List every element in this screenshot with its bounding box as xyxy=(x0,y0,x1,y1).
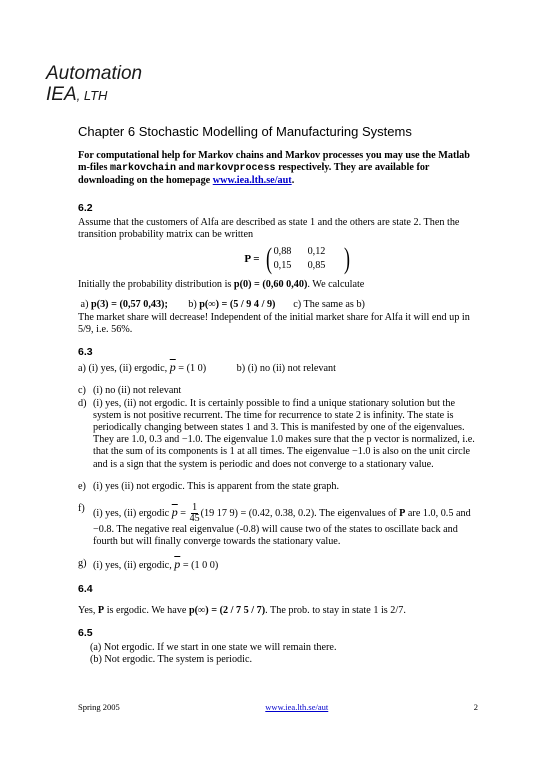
answer-b-equation: p(∞) = (5 / 9 4 / 9) xyxy=(199,299,276,311)
item-text: (i) yes (ii) not ergodic. This is apparent from the state graph. xyxy=(93,480,340,492)
intro-code-2: markovprocess xyxy=(197,163,276,175)
exercise-6-2-heading: 6.2 xyxy=(78,201,93,214)
exercise-6-4-heading: 6.4 xyxy=(78,582,93,595)
footer-link[interactable]: www.iea.lth.se/aut xyxy=(265,702,329,712)
answer-6-3-c xyxy=(78,385,478,397)
p-bar-symbol: $\overline{p}$ xyxy=(174,557,181,572)
footer-date: Spring 2005 xyxy=(78,702,120,712)
right-paren: ) xyxy=(343,242,350,276)
answer-a-equation: p(3) = (0,57 0,43); xyxy=(91,299,168,311)
item-text: (i) no (ii) not relevant xyxy=(93,385,182,397)
answer-6-3-g xyxy=(78,558,478,572)
document-content xyxy=(78,124,478,667)
answer-6-5-a: (a) Not ergodic. If we start in one state we will remain there. xyxy=(90,642,337,654)
intro-code-1: markovchain xyxy=(109,163,176,175)
fraction xyxy=(190,503,200,524)
exercise-6-3-heading: 6.3 xyxy=(78,346,93,359)
item-text xyxy=(93,558,478,572)
department-name xyxy=(46,85,142,106)
department-main: IEA xyxy=(46,84,77,105)
left-paren: ( xyxy=(265,242,272,276)
f-middle-text: = (0.42, 0.38, 0.2). The eigenvalues of xyxy=(237,507,400,519)
answer-a-label: a) xyxy=(80,299,89,311)
answer-6-4-bold-p: P xyxy=(97,604,105,616)
matrix-grid xyxy=(274,245,342,273)
page-number: 2 xyxy=(473,702,478,712)
answer-6-4 xyxy=(78,605,478,617)
p-bar-symbol: $\overline{p}$ xyxy=(171,504,178,519)
matrix-cell: 0,88 xyxy=(273,246,292,258)
answer-6-3-e xyxy=(78,481,478,493)
answer-a-vector: = (1 0) xyxy=(175,363,207,375)
intro-paragraph xyxy=(78,150,478,188)
matrix-cell: 0,85 xyxy=(307,259,326,271)
item-label: f) xyxy=(78,503,85,515)
item-label: e) xyxy=(78,480,86,492)
transition-matrix xyxy=(78,242,478,276)
item-text: (i) yes, (ii) ergodic $\overline{p}$ = $\frac{1}{45}$ (19 17 9) = (0.42, 0.38, 0.2). The eigenvalues of P are 1.0, 0.5 and −0.8. The negative real eigenvalue (-0.8) will cause two of the states to oscillate back and fourth but will finally converge towards the stationary value. xyxy=(93,502,471,548)
answer-6-4-post: . The prob. to stay in state 1 is 2/7. xyxy=(265,604,406,616)
exercise-6-5-heading: 6.5 xyxy=(78,627,93,640)
item-text: (i) yes, (ii) not ergodic. It is certainly possible to find a unique stationary solution but the system is not positive recurrent. The time for recurrence to state 2 is infinity. The state is periodically changing between states 1 and 3. This is manifested by one of the eigenvalues. They are 1.0, 0.3 and −1.0. The eigenvalue 1.0 makes sure that the p vector is normalized, i.e. that the sum of its components is 1 at all times. The eigenvalue −1.0 is also on the unit circle and is a sign that the system is periodic and does not converge to a stationary value. xyxy=(93,397,475,470)
exercise-6-2-conclusion: The market share will decrease! Independent of the initial market share for Alfa it will end up in 5/9, i.e. 56%. xyxy=(78,311,470,335)
answer-6-5-b: (b) Not ergodic. The system is periodic. xyxy=(90,654,253,666)
item-label: d) xyxy=(78,397,87,409)
initial-equation: p(0) = (0,60 0,40) xyxy=(233,279,308,291)
f-bold-p: P xyxy=(399,507,406,519)
matrix-cell: 0,12 xyxy=(307,246,326,258)
org-name: Automation xyxy=(46,63,143,84)
homepage-link[interactable]: www.iea.lth.se/aut xyxy=(212,175,292,187)
answer-6-4-pre: Yes, xyxy=(78,604,98,616)
answer-b-label: b) xyxy=(188,299,197,311)
answer-c-text: c) The same as b) xyxy=(293,299,365,311)
answer-6-4-equation: p(∞) = (2 / 7 5 / 7) xyxy=(188,604,266,616)
page-header xyxy=(46,63,142,106)
intro-text-4: . xyxy=(291,175,295,187)
answer-b-text: b) (i) no (ii) not relevant xyxy=(236,363,336,375)
matrix-label: P = xyxy=(244,253,260,266)
f-vector: (19 17 9) xyxy=(200,507,238,519)
answer-6-3-ab xyxy=(78,361,478,375)
initial-text: Initially the probability distribution is xyxy=(78,279,234,291)
g-vector: = (1 0 0) xyxy=(180,560,219,572)
answer-6-3-f xyxy=(78,503,478,548)
department-sub: , LTH xyxy=(76,88,108,103)
initial-distribution-line xyxy=(78,279,478,291)
initial-post-text: . We calculate xyxy=(307,279,365,291)
chapter-title: Chapter 6 Stochastic Modelling of Manufacturing Systems xyxy=(78,124,412,139)
answer-a-text: a) (i) yes, (ii) ergodic, xyxy=(78,363,170,375)
intro-text-2: and xyxy=(175,162,198,174)
intro-text-1: For computational help for Markov chains and Markov processes you may use the Matlab m-files xyxy=(78,150,470,174)
matrix-body xyxy=(264,242,352,276)
exercise-6-2-text: Assume that the customers of Alfa are described as state 1 and the others are state 2. Then the transition probability matrix can be written xyxy=(78,216,460,241)
matrix-cell: 0,15 xyxy=(273,259,292,271)
answer-6-4-mid: is ergodic. We have xyxy=(104,604,189,616)
answers-line xyxy=(78,299,478,311)
intro-text-3: respectively. They are available for downloading on the homepage xyxy=(78,162,430,187)
p-bar-symbol: $\overline{p}$ xyxy=(169,360,176,375)
f-prefix: (i) yes, (ii) ergodic xyxy=(93,507,172,519)
answer-6-3-d xyxy=(78,398,478,471)
fraction-denominator: 45 xyxy=(189,513,200,525)
f-suffix: are 1.0, 0.5 and −0.8. The negative real eigenvalue (-0.8) will cause two of the states to oscillate back and fourth but will finally converge towards the stationary value. xyxy=(93,507,471,548)
fraction-numerator: 1 xyxy=(192,502,198,514)
g-text: (i) yes, (ii) ergodic, xyxy=(93,560,175,572)
page-footer xyxy=(78,702,478,712)
item-label: c) xyxy=(78,385,86,397)
item-label: g) xyxy=(78,558,87,570)
